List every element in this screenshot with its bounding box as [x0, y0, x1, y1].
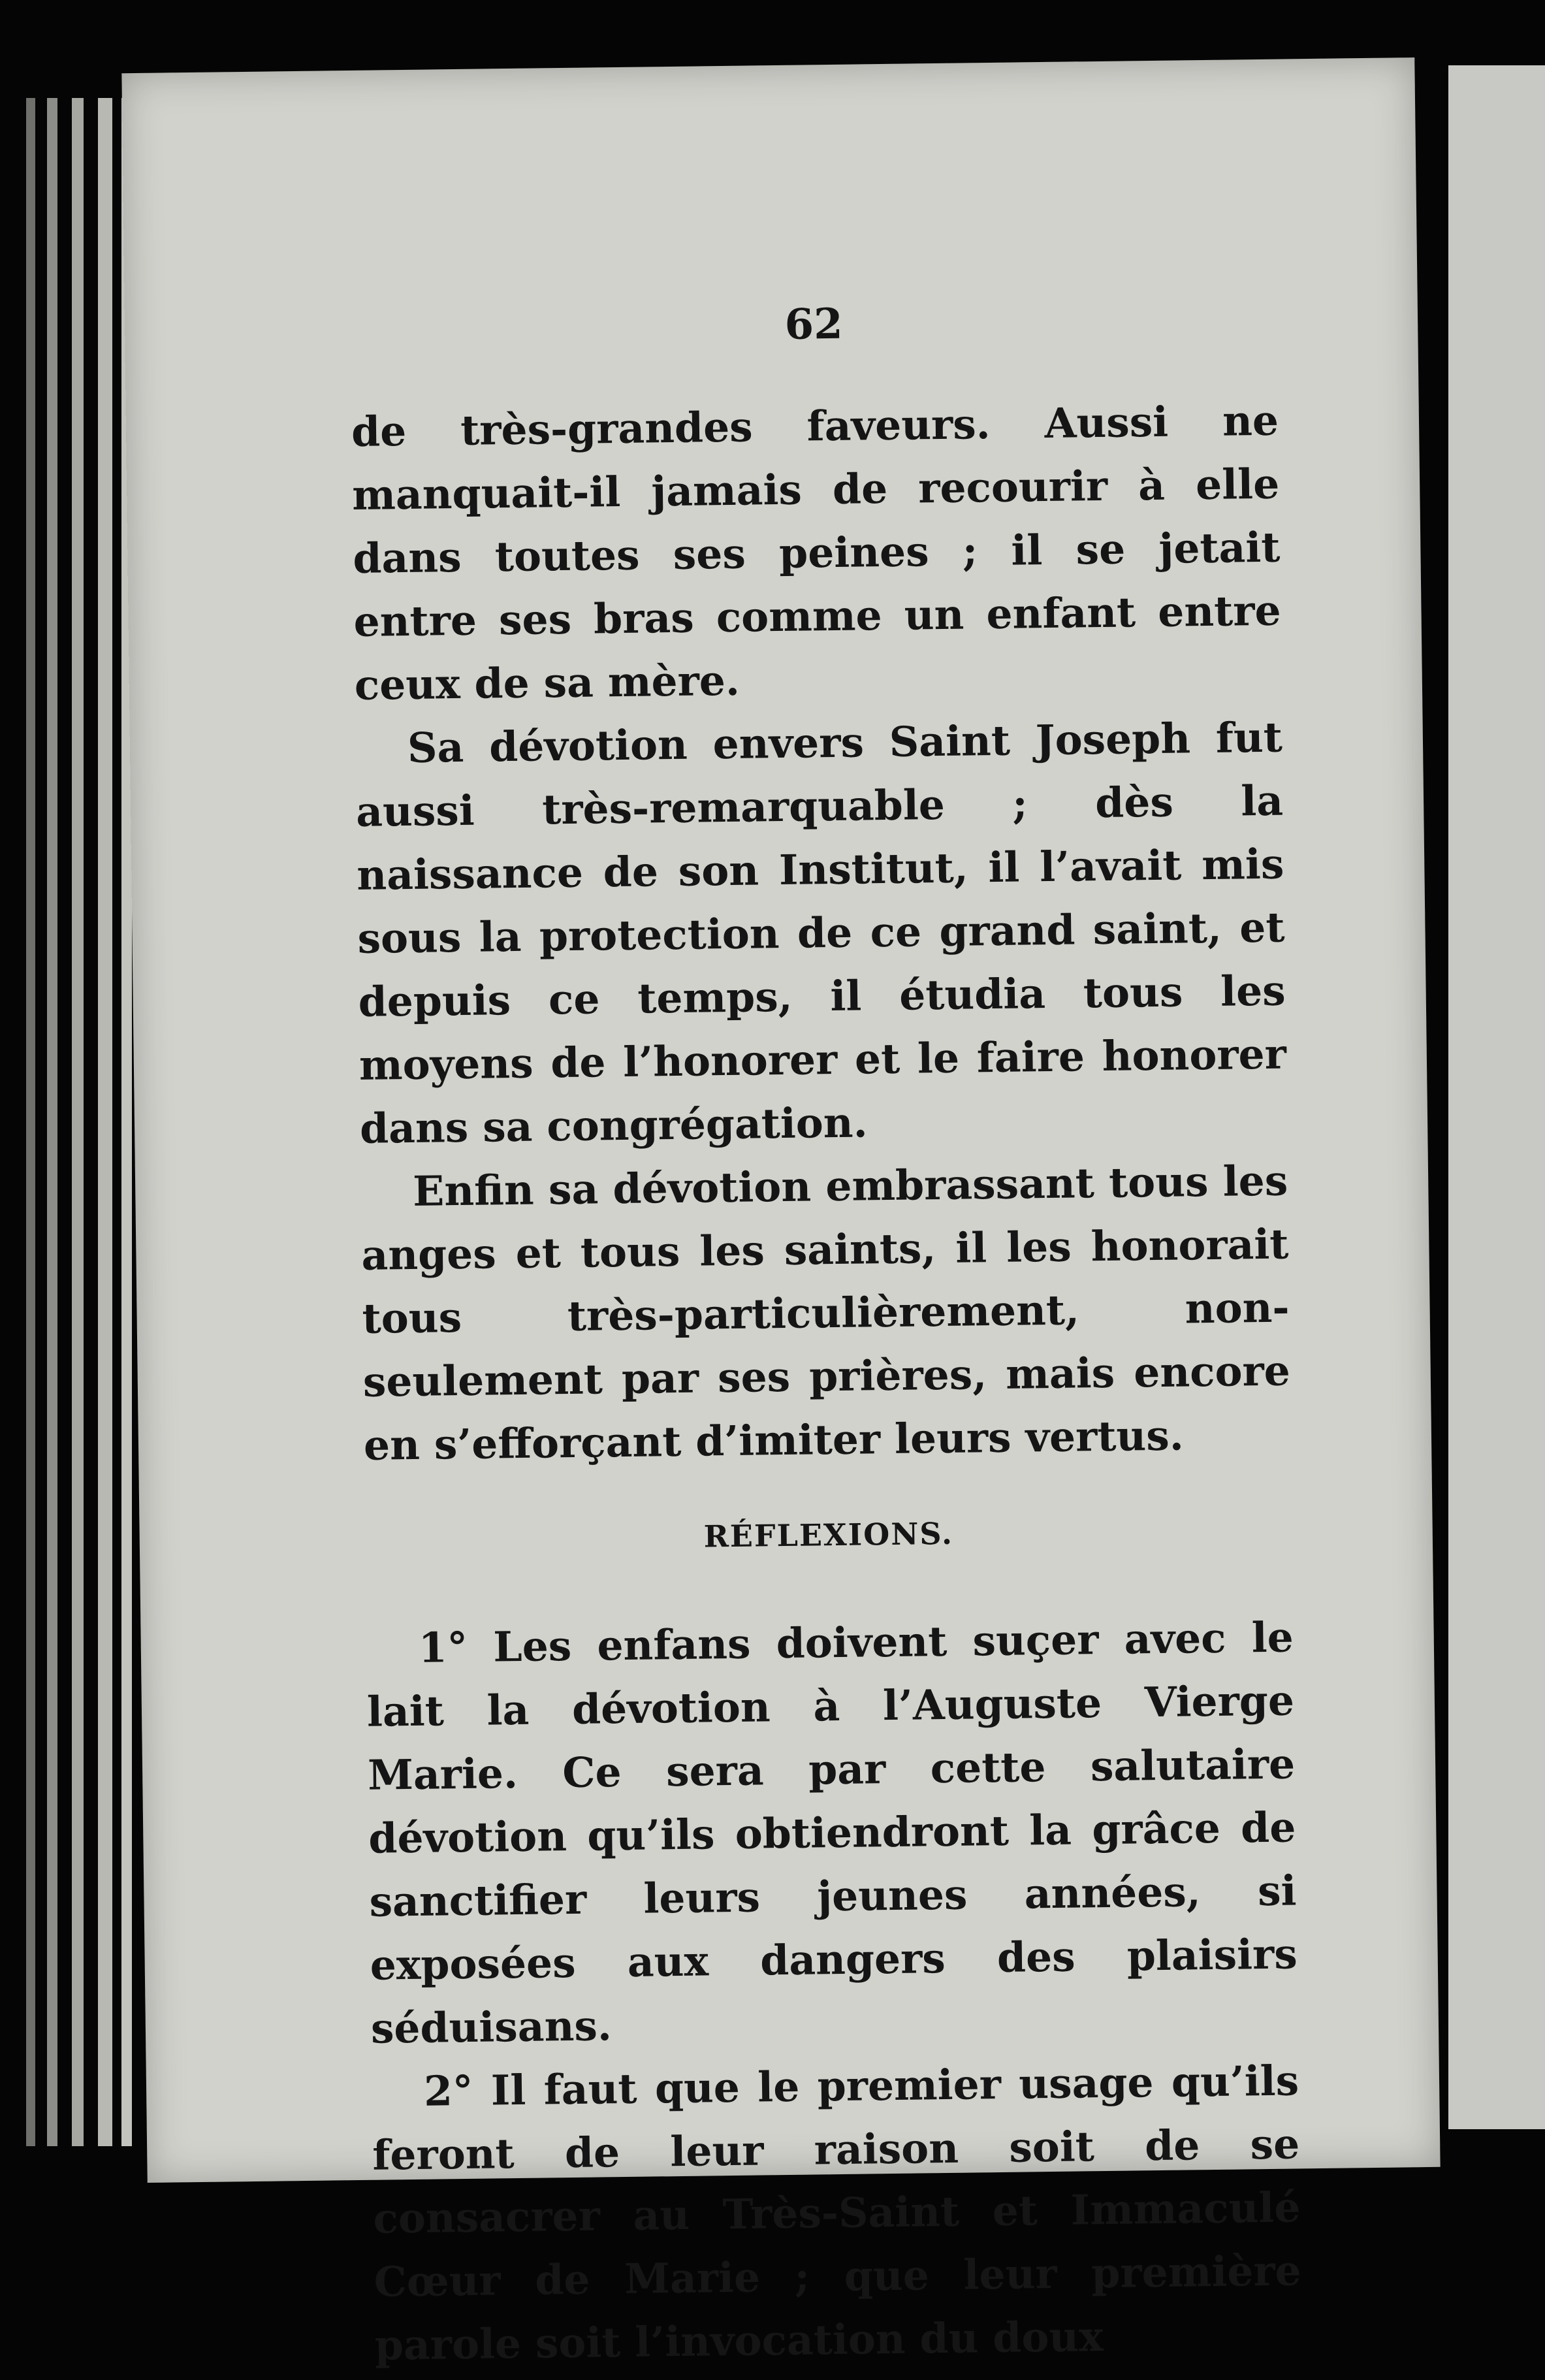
paragraph: Sa dévotion envers Saint Joseph fut aussi très-remarquable ; dès la naissance de son Institut, il l’avait mis sous la protection de ce grand saint, et depuis ce temps, il étudia tous les moyens de l’honorer et le faire honorer dans sa congrégation. — [355, 713, 1287, 1153]
page-number: 62 — [784, 299, 844, 349]
paragraph: Enfin sa dévotion embrassant tous les anges et tous les saints, il les honorait tous très-particulièrement, non-seulement par ses prières, mais encore en s’efforçant d’imiter leurs vertus. — [361, 1156, 1291, 1470]
page-edge — [98, 98, 112, 2146]
page-edge — [26, 98, 35, 2146]
page-edge — [72, 98, 84, 2146]
reflection-paragraph: 1° Les enfans doivent suçer avec le lait la dévotion à l’Auguste Vierge Marie. Ce sera par cette salutaire dévotion qu’ils obtiendront la grâce de sanctifier leurs jeunes années, si exposées aux dangers des plaisirs séduisans. — [366, 1613, 1298, 2053]
book-page — [121, 57, 1440, 2370]
adjacent-page-strip — [1448, 65, 1545, 2129]
reflection-paragraph: 2° Il faut que le premier usage qu’ils feront de leur raison soit de se consacrer au Très-Saint et Immaculé Cœur de Marie ; que leur première parole soit l’invocation du doux — [372, 2056, 1302, 2370]
section-heading: RÉFLEXIONS. — [703, 1515, 954, 1554]
page-body — [350, 295, 1303, 2377]
page-edge — [47, 98, 57, 2146]
paragraph: de très-grandes faveurs. Aussi ne manquait-il jamais de recourir à elle dans toutes ses peines ; il se jetait entre ses bras comme un enfant entre ceux de sa mère. — [351, 396, 1281, 709]
